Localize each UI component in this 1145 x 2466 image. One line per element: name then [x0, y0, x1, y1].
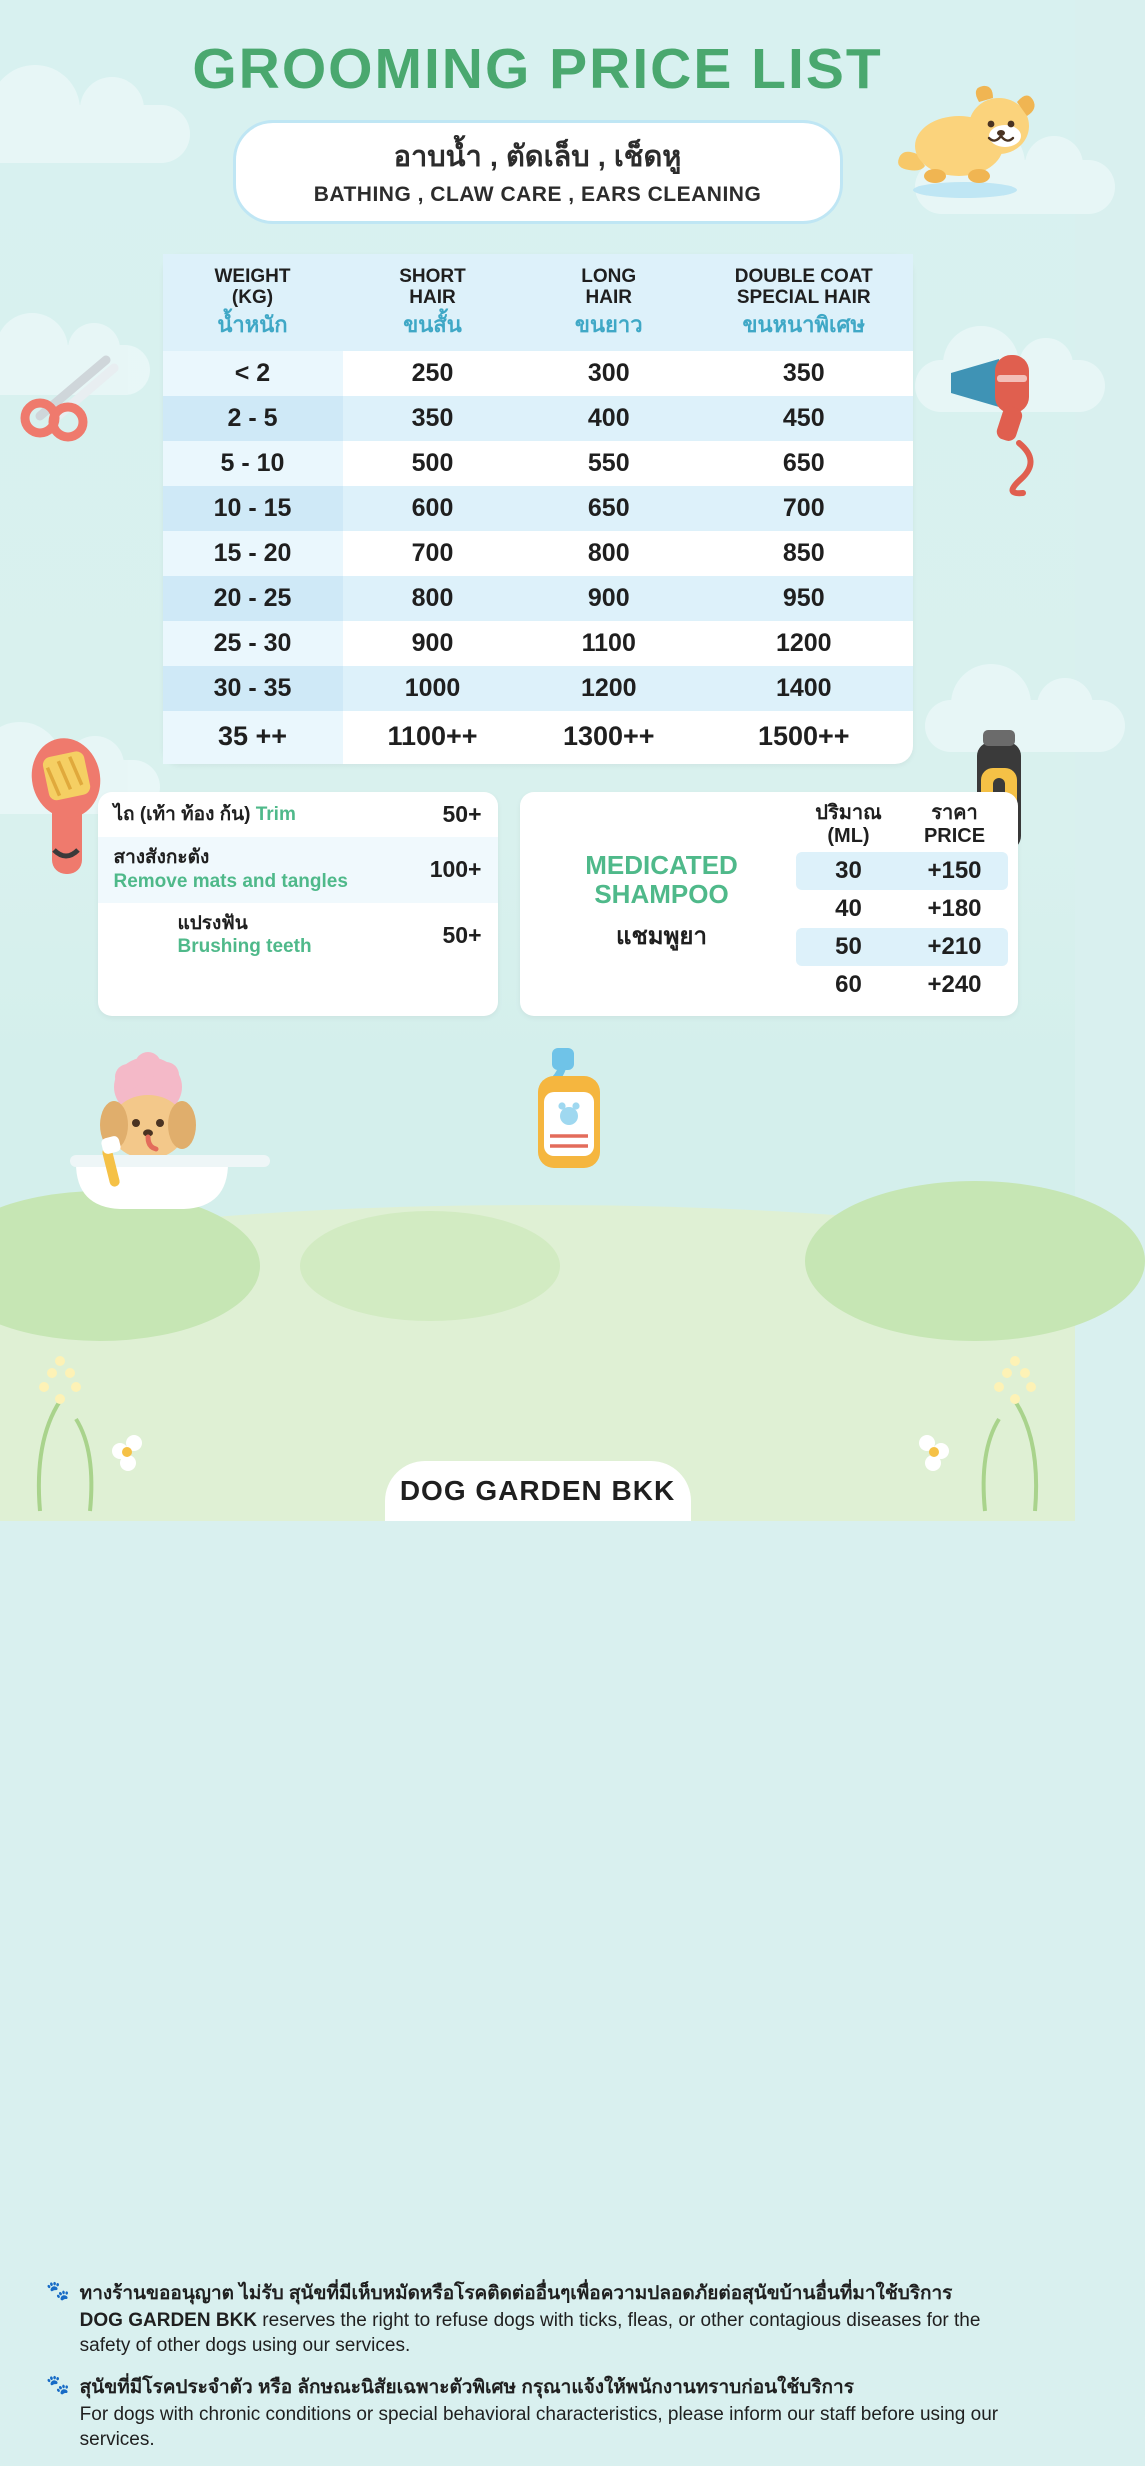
cell-double: 850: [782, 539, 825, 568]
extra-label-thai: แปรงฟัน: [177, 912, 248, 934]
cell-long: 1100: [581, 629, 636, 658]
column-header-price: ราคา PRICE: [923, 802, 986, 848]
cell-weight: 15 - 20: [163, 531, 343, 576]
shampoo-title-thai: แชมพูยา: [616, 923, 707, 951]
extra-label-thai: สางสังกะตัง: [113, 847, 210, 869]
cell-volume: 30: [835, 857, 862, 885]
extra-label-english: Remove mats and tangles: [113, 870, 348, 892]
note-english-text: reserves the right to refuse dogs with ticks, fleas, or other contagious diseases for the safety of other dogs using our services.: [79, 2310, 981, 2357]
page-title: GROOMING PRICE LIST: [192, 37, 883, 101]
cell-short: 1100++: [387, 721, 478, 752]
table-row: [163, 486, 913, 531]
extra-label-thai: ไถ (เท้า ท้อง ก้น): [113, 803, 251, 825]
cell-short: 350: [343, 396, 523, 441]
column-header-long-hair: LONG HAIR ขนยาว: [523, 254, 696, 351]
cell-short: 250: [411, 359, 454, 388]
table-row: [796, 852, 1008, 890]
cell-long: 1200: [523, 666, 696, 711]
note-item: [0, 2372, 1075, 2466]
price-table: [163, 254, 913, 764]
note-thai: ทางร้านขออนุญาต ไม่รับ สุนัขที่มีเห็บหมัดหรือโรคติดต่ออื่นๆเพื่อความปลอดภัยต่อสุนัขบ้านอื่นที่มาใช้บริการ: [79, 2283, 953, 2305]
cloud-decoration: [0, 105, 190, 163]
cell-price: +150: [927, 857, 982, 885]
dog-illustration-icon: [887, 84, 1037, 204]
note-brand: DOG GARDEN BKK: [79, 2310, 258, 2332]
scissors-icon: [18, 330, 123, 440]
cell-weight: 30 - 35: [163, 666, 343, 711]
hair-dryer-icon: [945, 345, 1055, 495]
shampoo-price-table: [796, 802, 1008, 1004]
column-header-volume: ปริมาณ (ML): [815, 802, 882, 848]
cell-double: 950: [695, 576, 913, 621]
cell-long: 550: [587, 449, 630, 478]
subtitle-thai: อาบน้ำ , ตัดเล็บ , เช็ดหู: [393, 141, 682, 173]
cell-double: 1400: [695, 666, 913, 711]
extra-label-english: Brushing teeth: [177, 936, 312, 958]
subtitle-box: [233, 120, 843, 224]
column-header-double-coat: DOUBLE COAT SPECIAL HAIR ขนหนาพิเศษ: [695, 254, 913, 351]
cell-volume: 60: [835, 971, 862, 999]
extra-price: 100+: [429, 856, 482, 883]
brand-logo-text: DOG GARDEN BKK: [399, 1475, 676, 1506]
cell-price: +180: [927, 895, 982, 923]
cell-price: +210: [927, 933, 982, 961]
table-row: [163, 711, 913, 764]
list-item: [98, 837, 498, 903]
extra-label: [114, 912, 312, 960]
cell-double: 450: [695, 396, 913, 441]
cell-weight: 25 - 30: [163, 621, 343, 666]
note-thai: สุนัขที่มีโรคประจำตัว หรือ ลักษณะนิสัยเฉพาะตัวพิเศษ กรุณาแจ้งให้พนักงานทราบก่อนใช้บริการ: [79, 2377, 854, 2399]
cell-volume: 50: [835, 933, 862, 961]
table-row: [796, 966, 1008, 1004]
cell-weight: 5 - 10: [163, 441, 343, 486]
brand-logo: [385, 1461, 691, 1521]
shampoo-table-header: [796, 802, 1008, 852]
cell-short: 800: [343, 576, 523, 621]
column-header-weight: WEIGHT (KG) น้ำหนัก: [163, 254, 343, 351]
medicated-shampoo-card: [520, 792, 1018, 1016]
extra-price: 50+: [442, 921, 482, 948]
table-row: [796, 928, 1008, 966]
cell-double: 1200: [775, 629, 832, 658]
paw-icon: 🐾: [46, 2375, 70, 2397]
table-row: [163, 576, 913, 621]
cell-price: +240: [927, 971, 982, 999]
cell-double: 1500++: [757, 721, 850, 752]
cell-double: 650: [782, 449, 825, 478]
addons-section: [58, 792, 1018, 1016]
note-english: For dogs with chronic conditions or special behavioral characteristics, please inform our staff before using our services.: [79, 2404, 999, 2451]
cell-long: 900: [523, 576, 696, 621]
cell-short: 600: [343, 486, 523, 531]
cell-short: 1000: [343, 666, 523, 711]
table-header-row: [163, 254, 913, 351]
cell-long: 800: [587, 539, 630, 568]
extra-label-english: Trim: [255, 803, 296, 825]
table-row: [163, 396, 913, 441]
notes-section: [0, 1016, 1075, 2466]
cell-weight: 10 - 15: [163, 486, 343, 531]
shampoo-title-block: [528, 802, 796, 1004]
note-item: [0, 2278, 1075, 2372]
extra-services-card: [98, 792, 498, 1016]
subtitle-english: BATHING , CLAW CARE , EARS CLEANING: [313, 183, 762, 206]
cell-long: 300: [587, 359, 630, 388]
cell-short: 700: [411, 539, 454, 568]
cell-weight: < 2: [163, 351, 343, 396]
cell-weight: 20 - 25: [163, 576, 343, 621]
extra-label: [114, 846, 348, 894]
table-row: [163, 531, 913, 576]
list-item: [98, 792, 498, 837]
cell-short: 500: [411, 449, 454, 478]
extra-label: [114, 803, 296, 827]
table-row: [163, 441, 913, 486]
cell-volume: 40: [835, 895, 862, 923]
table-row: [163, 621, 913, 666]
cell-weight: 2 - 5: [163, 396, 343, 441]
cell-long: 400: [523, 396, 696, 441]
cell-double: 700: [695, 486, 913, 531]
list-item: [98, 903, 498, 969]
cell-short: 900: [411, 629, 454, 658]
extra-price: 50+: [442, 801, 482, 828]
table-row: [796, 890, 1008, 928]
cell-long: 1300++: [562, 721, 655, 752]
paw-icon: 🐾: [46, 2281, 70, 2303]
column-header-short-hair: SHORT HAIR ขนสั้น: [343, 254, 523, 351]
note-english: [80, 2308, 1029, 2358]
price-table-card: [163, 254, 913, 764]
table-row: [163, 351, 913, 396]
table-row: [163, 666, 913, 711]
cell-long: 650: [523, 486, 696, 531]
shampoo-title: MEDICATED SHAMPOO: [585, 850, 738, 909]
cell-double: 350: [782, 359, 825, 388]
cell-weight: 35 ++: [163, 711, 343, 764]
